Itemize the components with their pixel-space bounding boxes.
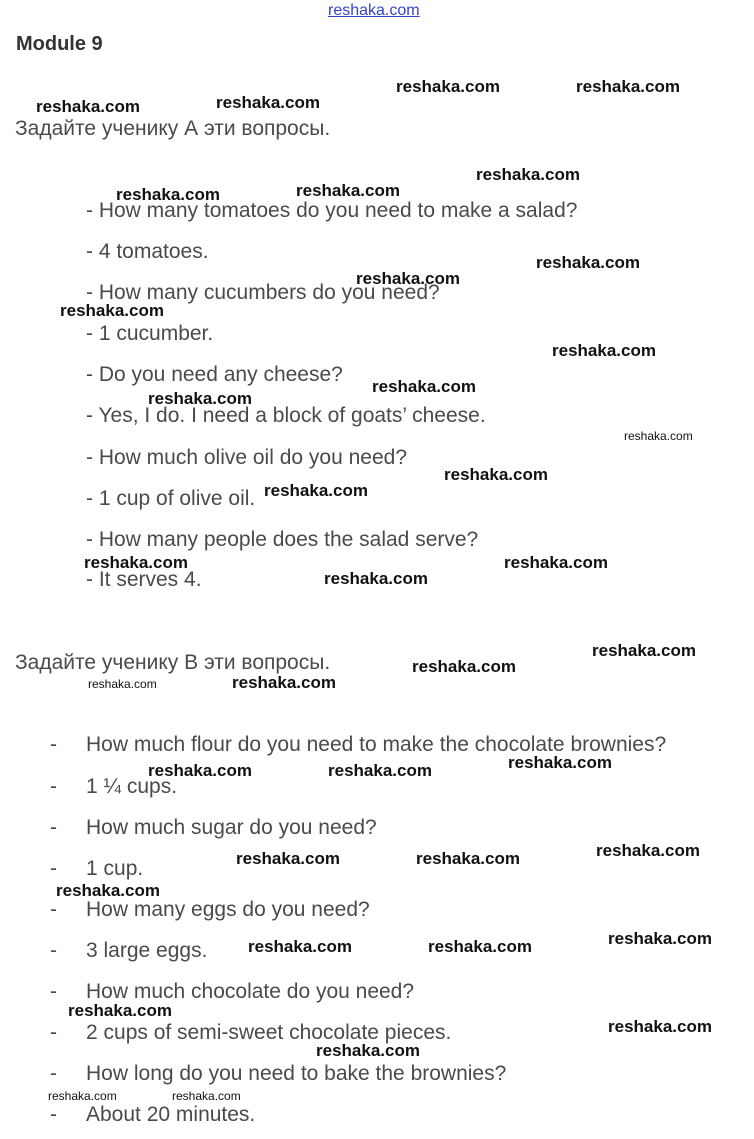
dialogue-line: - How much olive oil do you need? (86, 446, 408, 469)
watermark: reshaka.com (84, 553, 188, 572)
watermark: reshaka.com (48, 1089, 117, 1103)
dialogue-line: - How many tomatoes do you need to make a salad? (86, 199, 578, 222)
watermark: reshaka.com (328, 761, 432, 780)
instruction-student-a: Задайте ученику А эти вопросы. (15, 117, 331, 140)
watermark: reshaka.com (592, 641, 696, 660)
site-link[interactable]: reshaka.com (328, 2, 420, 19)
watermark: reshaka.com (396, 77, 500, 96)
watermark: reshaka.com (428, 937, 532, 956)
watermark: reshaka.com (236, 849, 340, 868)
dialogue-line: How much flour do you need to make the chocolate brownies? (86, 733, 667, 756)
list-bullet: - (50, 1062, 57, 1085)
watermark: reshaka.com (476, 165, 580, 184)
dialogue-line: - How many cucumbers do you need? (86, 281, 440, 304)
dialogue-line: - 1 cucumber. (86, 322, 214, 345)
watermark: reshaka.com (372, 377, 476, 396)
list-bullet: - (50, 857, 57, 880)
watermark: reshaka.com (624, 429, 693, 443)
watermark: reshaka.com (148, 761, 252, 780)
watermark: reshaka.com (412, 657, 516, 676)
watermark: reshaka.com (68, 1001, 172, 1020)
watermark: reshaka.com (264, 481, 368, 500)
watermark: reshaka.com (416, 849, 520, 868)
list-bullet: - (50, 980, 57, 1003)
watermark: reshaka.com (508, 753, 612, 772)
dialogue-line: About 20 minutes. (86, 1103, 256, 1126)
list-bullet: - (50, 939, 57, 962)
watermark: reshaka.com (576, 77, 680, 96)
instruction-student-b: Задайте ученику В эти вопросы. (15, 651, 331, 674)
list-bullet: - (50, 898, 57, 921)
watermark: reshaka.com (596, 841, 700, 860)
watermark: reshaka.com (148, 389, 252, 408)
watermark: reshaka.com (504, 553, 608, 572)
dialogue-line: 3 large eggs. (86, 939, 208, 962)
watermark: reshaka.com (248, 937, 352, 956)
watermark: reshaka.com (536, 253, 640, 272)
dialogue-line: 2 cups of semi-sweet chocolate pieces. (86, 1021, 452, 1044)
list-bullet: - (50, 733, 57, 756)
watermark: reshaka.com (552, 341, 656, 360)
dialogue-line: - How many people does the salad serve? (86, 528, 479, 551)
dialogue-line: - 1 cup of olive oil. (86, 487, 256, 510)
watermark: reshaka.com (88, 677, 157, 691)
watermark: reshaka.com (36, 97, 140, 116)
watermark: reshaka.com (608, 1017, 712, 1036)
dialogue-line: 1 cup. (86, 857, 144, 880)
watermark: reshaka.com (316, 1041, 420, 1060)
watermark: reshaka.com (444, 465, 548, 484)
watermark: reshaka.com (356, 269, 460, 288)
dialogue-line: - 4 tomatoes. (86, 240, 209, 263)
watermark: reshaka.com (60, 301, 164, 320)
dialogue-line: How long do you need to bake the brownies? (86, 1062, 507, 1085)
watermark: reshaka.com (608, 929, 712, 948)
watermark: reshaka.com (116, 185, 220, 204)
watermark: reshaka.com (296, 181, 400, 200)
watermark: reshaka.com (324, 569, 428, 588)
list-bullet: - (50, 1103, 57, 1126)
dialogue-line: - It serves 4. (86, 568, 202, 591)
dialogue-line: How much chocolate do you need? (86, 980, 415, 1003)
module-title: Module 9 (16, 33, 103, 55)
dialogue-line: - Do you need any cheese? (86, 363, 343, 386)
list-bullet: - (50, 775, 57, 798)
dialogue-line: How much sugar do you need? (86, 816, 377, 839)
list-bullet: - (50, 816, 57, 839)
list-bullet: - (50, 1021, 57, 1044)
watermark: reshaka.com (172, 1089, 241, 1103)
watermark: reshaka.com (232, 673, 336, 692)
dialogue-line: How many eggs do you need? (86, 898, 370, 921)
watermark: reshaka.com (56, 881, 160, 900)
dialogue-line: 1 ¼ cups. (86, 775, 178, 798)
watermark: reshaka.com (216, 93, 320, 112)
dialogue-line: - Yes, I do. I need a block of goats’ cheese. (86, 404, 486, 427)
